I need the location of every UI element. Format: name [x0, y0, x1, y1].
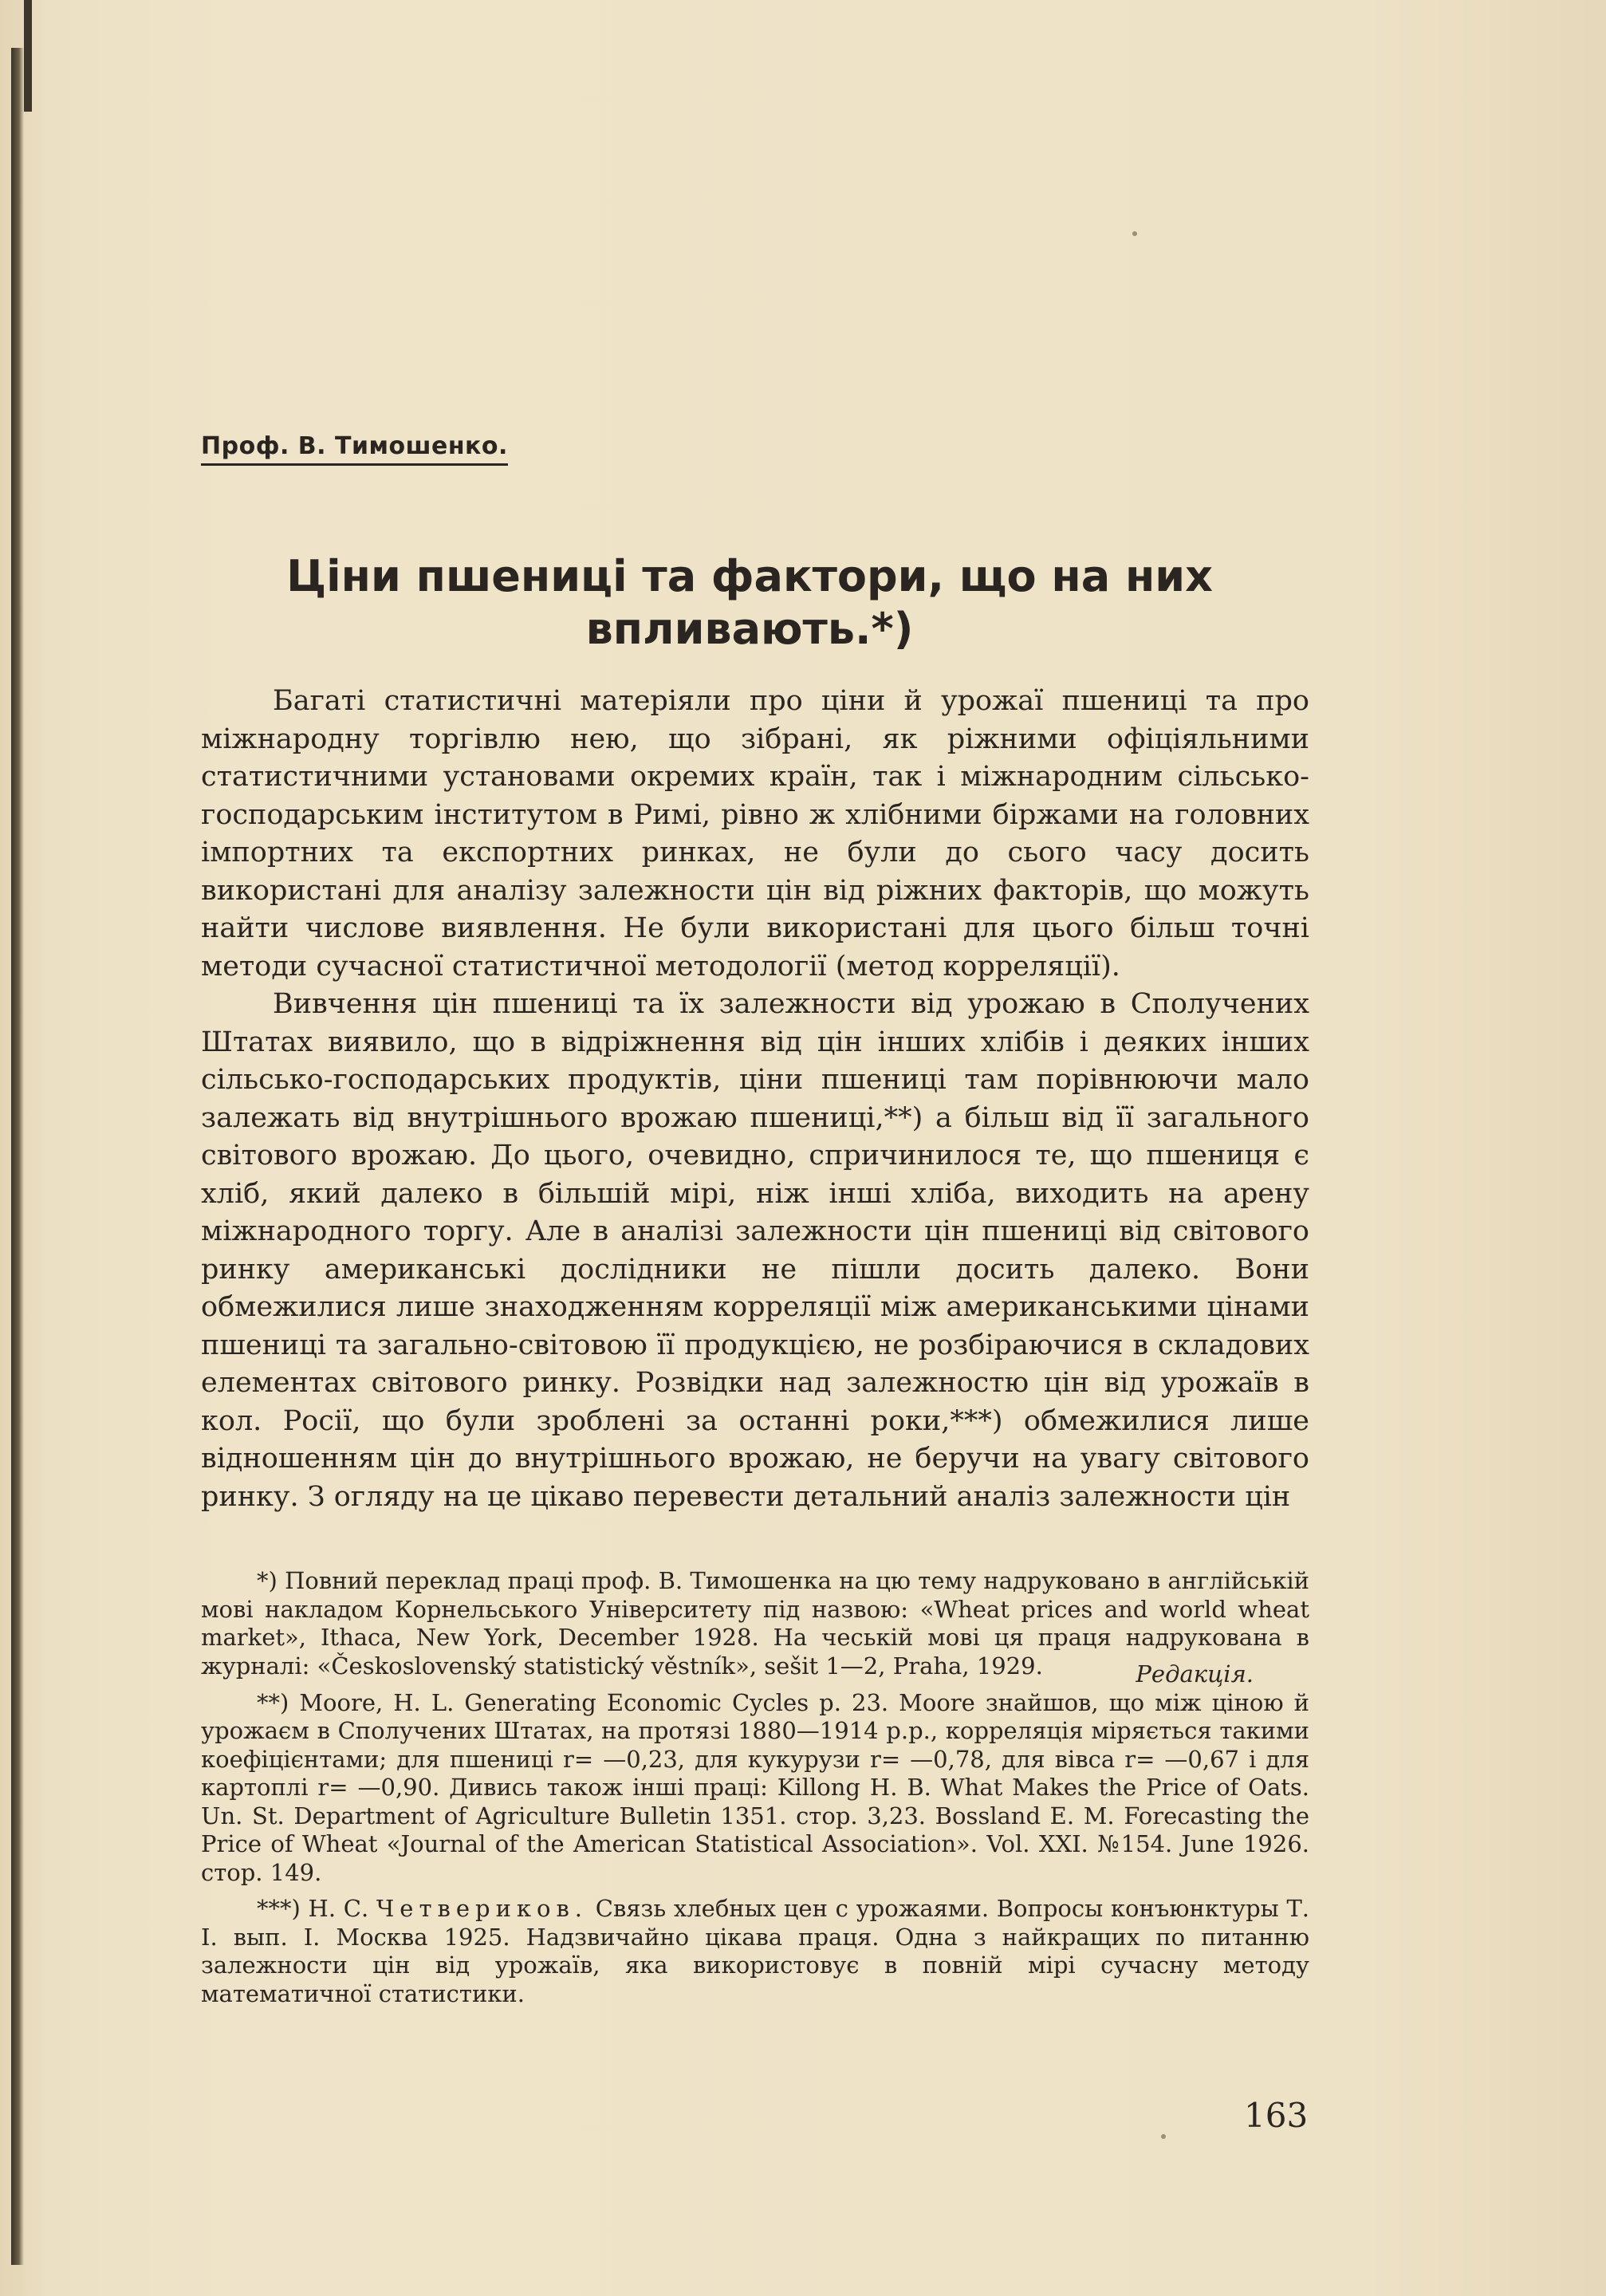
footnote-3-text: Связь хлебных цен с урожаями. Вопросы конъюнктуры Т. I. вып. I. Москва 1925. Надзвичайно цікава праця. Одна з найкращих по питанню залежности цін від урожаїв, яка використовує в повній мірі сучасну методу математичної статистики. [201, 1895, 1310, 2007]
paragraph: Багаті статистичні матеріяли про ціни й урожаї пшениці та про міжнародну торгівлю нею, що зібрані, як ріжними офіціяльними статистичними установами окремих країн, так і міжнародним сільсько-господарським інститутом в Римі, рівно ж хлібними біржами на головних імпортних та експортних ринках, не були до сього часу досить використані для аналізу залежности цін від ріжних факторів, що можуть найти числове виявлення. Не були використані для цього більш точні методи сучасної статистичної методології (метод корреляції). [201, 685, 1309, 983]
page-number: 163 [1244, 2096, 1309, 2135]
author-line: Проф. В. Тимошенко. [201, 432, 508, 466]
article-title: Ціни пшениці та фактори, що на них впливають.*) [286, 551, 1213, 654]
paper-speck [1161, 2134, 1166, 2139]
paper-speck [1132, 231, 1137, 236]
footnote-1: *) Повний переклад праці проф. В. Тимошенка на цю тему надруковано в англійській мові накладом Корнельського Університету під назвою: «Wheat prices and world wheat market», Ithaca, New York, December 1928. На чеській мові ця праця надрукована в журналі: «Československý statistický věstník», sešit 1—2, Praha, 1929. [201, 1567, 1309, 1680]
binding-edge [11, 48, 24, 2265]
binding-edge-top [24, 0, 32, 112]
article-body [201, 683, 1309, 1516]
footnote-3 [201, 1895, 1309, 2008]
footnote-1-signature: Редакція. [1136, 1660, 1254, 1688]
footnote-3-author: Четвериков. [376, 1895, 588, 1922]
footnotes [201, 1567, 1309, 2016]
footnote-2: **) Moore, H. L. Generating Economic Cycles p. 23. Moore знайшов, що між ціною й урожаєм в Сполучених Штатах, на протязі 1880—1914 р.р., корреляція міряється такими коефіцієнтами; для пшениці r= —0,23, для кукурузи r= —0,78, для вівса r= —0,67 і для картоплі r= —0,90. Дивись також інші праці: Killong H. B. What Makes the Price of Oats. Un. St. Department of Agriculture Bulletin 1351. стор. 3,23. Bossland E. M. Forecasting the Price of Wheat «Journal of the American Statistical Association». Vol. XXI. №154. June 1926. стор. 149. [201, 1688, 1309, 1886]
paragraph: Вивчення цін пшениці та їх залежности від урожаю в Сполучених Штатах виявило, що в відріжнення від цін інших хлібів і деяких інших сільсько-господарських продуктів, ціни пшениці там порівнюючи мало залежать від внутрішнього врожаю пшениці,**) а більш від її загального світового врожаю. До цього, очевидно, спричинилося те, що пшениця є хліб, який далеко в більшій мірі, ніж інші хліба, виходить на арену міжнародного торгу. Але в аналізі залежности цін пшениці від світового ринку американські дослідники не пішли досить далеко. Вони обмежилися лише знаходженням корреляції між американськими цінами пшениці та загально-світовою її продукцією, не розбіраючися в складових елементах світового ринку. Розвідки над залежностю цін від урожаїв в кол. Росії, що були зроблені за останні роки,***) обмежилися лише відношенням цін до внутрішнього врожаю, не беручи на увагу світового ринку. З огляду на це цікаво перевести детальний аналіз залежности цін [201, 988, 1309, 1513]
footnote-3-prefix: ***) Н. С. [257, 1895, 369, 1922]
